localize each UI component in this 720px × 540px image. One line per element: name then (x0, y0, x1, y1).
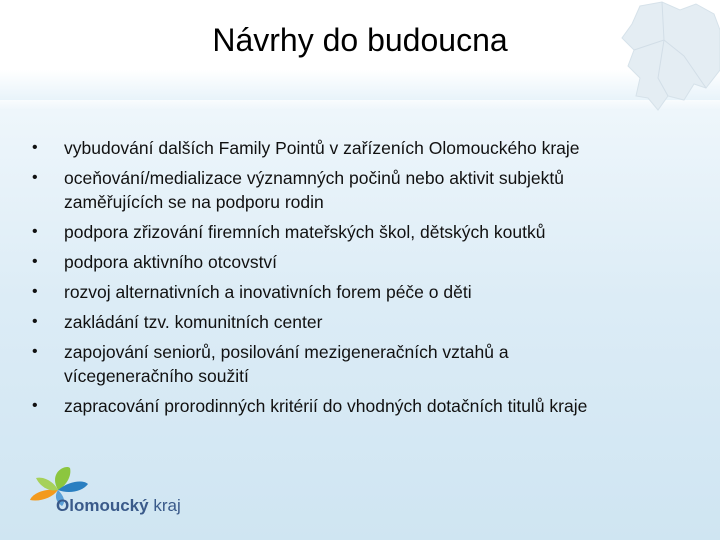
bullet-icon: • (32, 139, 38, 156)
bullet-item (30, 166, 690, 214)
bullet-text: zapracování prorodinných kritérií do vhodných dotačních titulů kraje (64, 396, 588, 416)
bullet-item (30, 394, 690, 418)
logo-wordmark (56, 496, 181, 516)
bullet-text: rozvoj alternativních a inovativních forem péče o děti (64, 282, 472, 302)
bullet-text: zapojování seniorů, posilování mezigeneračních vztahů a vícegeneračního soužití (64, 342, 509, 386)
bullet-item (30, 340, 690, 388)
bullet-icon: • (32, 397, 38, 414)
bullet-item (30, 220, 690, 244)
bullet-text: podpora aktivního otcovství (64, 252, 278, 272)
bullet-text: zakládání tzv. komunitních center (64, 312, 323, 332)
bullet-item (30, 310, 690, 334)
bullet-icon: • (32, 283, 38, 300)
bullet-list (30, 136, 690, 424)
region-map-watermark (610, 0, 720, 120)
bullet-text: podpora zřizování firemních mateřských škol, dětských koutků (64, 222, 546, 242)
bullet-icon: • (32, 343, 38, 360)
bullet-item (30, 250, 690, 274)
bullet-icon: • (32, 169, 38, 186)
bullet-icon: • (32, 253, 38, 270)
bullet-item (30, 136, 690, 160)
bullet-icon: • (32, 223, 38, 240)
slide-title: Návrhy do budoucna (212, 22, 508, 58)
bullet-icon: • (32, 313, 38, 330)
logo-name-thin: kraj (153, 496, 181, 515)
bullet-text: oceňování/medializace významných počinů nebo aktivit subjektů zaměřujících se na podporu rodin (64, 168, 565, 212)
bullet-text: vybudování dalších Family Pointů v zařízeních Olomouckého kraje (64, 138, 580, 158)
logo-name-bold: Olomoucký (56, 496, 149, 515)
bullet-item (30, 280, 690, 304)
